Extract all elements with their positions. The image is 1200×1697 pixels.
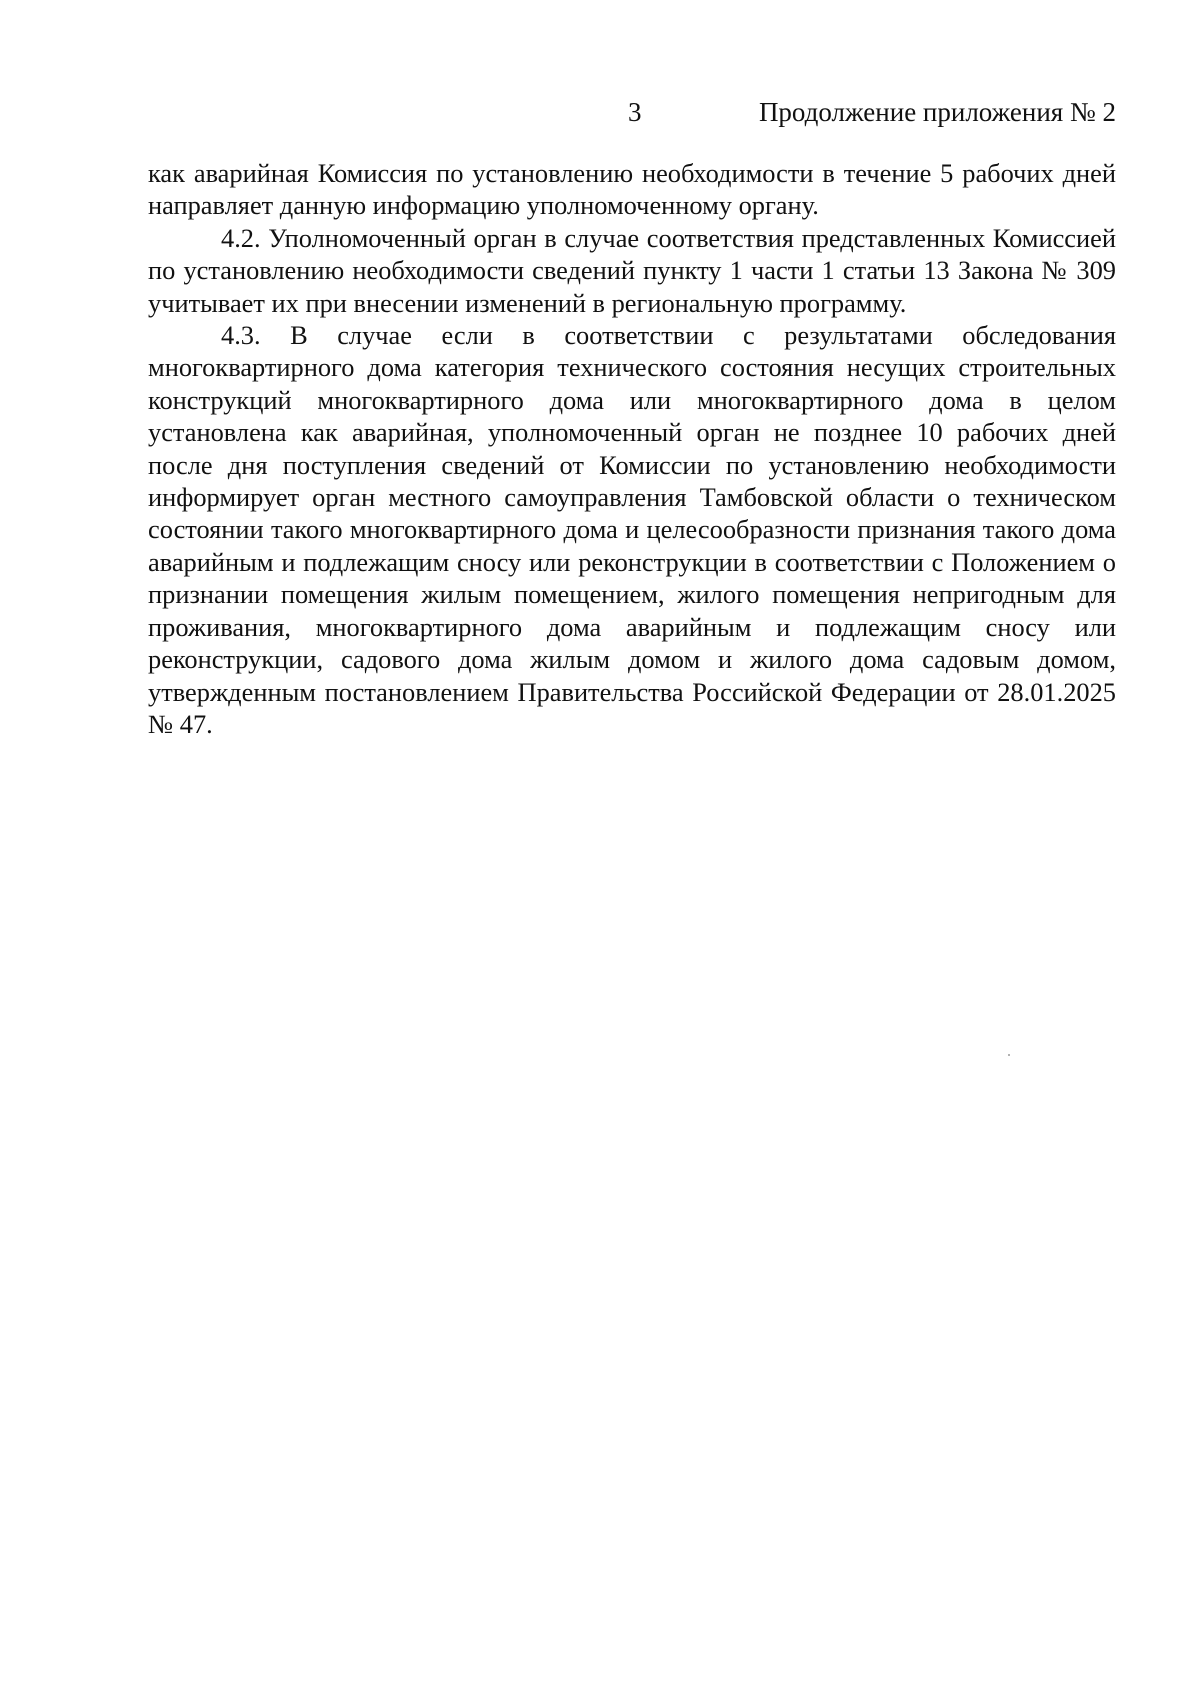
page-header: [148, 92, 1116, 132]
paragraph-continuation: как аварийная Комиссия по установлению необходимости в течение 5 рабочих дней направляет данную информацию уполномоченному органу.: [148, 158, 1116, 221]
document-body: [148, 157, 1116, 740]
paragraph-4-2: 4.2. Уполномоченный орган в случае соответствия представленных Комиссией по установлению необходимости сведений пункту 1 части 1 статьи 13 Закона № 309 учитывает их при внесении изменений в региональную программу.: [148, 222, 1116, 318]
scan-speck: [1008, 1054, 1010, 1056]
paragraph-4-3: 4.3. В случае если в соответствии с результатами обследования многоквартирного дома категория технического состояния несущих строительных конструкций многоквартирного дома или многоквартирного дома в целом установлена как аварийная, уполномоченный орган не позднее 10 рабочих дней после дня поступления сведений от Комиссии по установлению необходимости информирует орган местного самоуправления Тамбовской области о техническом состоянии такого многоквартирного дома и целесообразности признания такого дома аварийным и подлежащим сносу или реконструкции в соответствии с Положением о признании помещения жилым помещением, жилого помещения непригодным для проживания, многоквартирного дома аварийным и подлежащим сносу или реконструкции, садового дома жилым домом и жилого дома садовым домом, утвержденным постановлением Правительства Российской Федерации от 28.01.2025 № 47.: [148, 320, 1116, 739]
page-number: 3: [628, 97, 642, 127]
appendix-continuation-caption: Продолжение приложения № 2: [758, 97, 1116, 127]
